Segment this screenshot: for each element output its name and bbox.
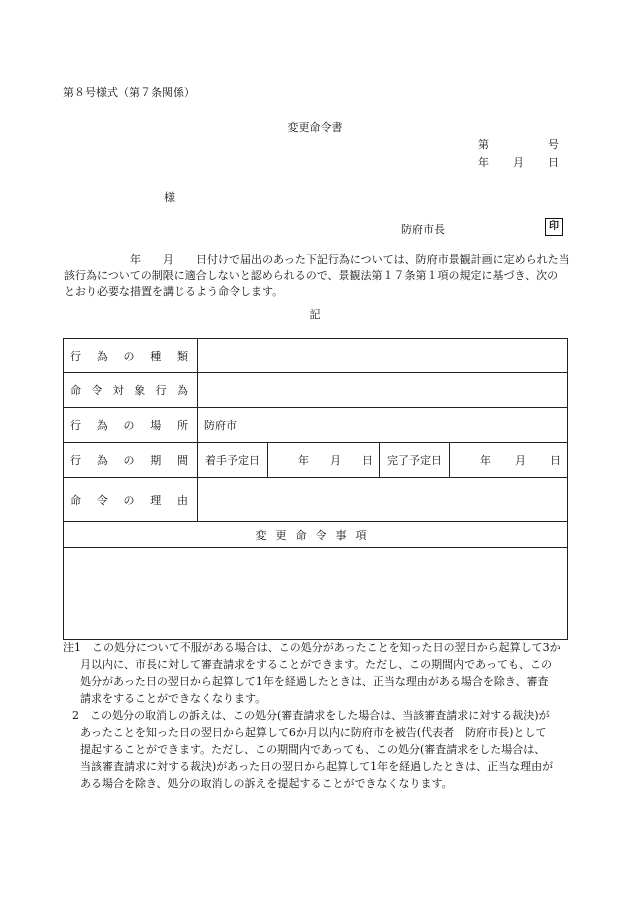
- addressee-honorific: 様: [164, 191, 175, 204]
- change-items-header: 変更命令事項: [64, 522, 568, 548]
- row-label-period: 行 為 の 期 間: [64, 443, 198, 478]
- row-label-action-type: 行 為 の 種 類: [64, 339, 198, 373]
- table-row: [64, 408, 568, 443]
- start-date-field[interactable]: 年 月 日: [268, 443, 380, 478]
- end-date-field[interactable]: 年 月 日: [450, 443, 568, 478]
- change-items-content[interactable]: [64, 548, 568, 640]
- action-type-value[interactable]: [198, 339, 568, 373]
- note-line: 注1 この処分について不服がある場合は、この処分があったことを知った日の翌日から起算して3か: [63, 641, 561, 654]
- document-title: 変更命令書: [287, 121, 343, 134]
- note-line: 処分があった日の翌日から起算して1年を経過したときは、正当な理由がある場合を除き、審査: [80, 675, 549, 688]
- note-line: 当該審査請求に対する裁決)があった日の翌日から起算して1年を経過したときは、正当な理由が: [80, 760, 554, 773]
- row-label-reason: 命 令 の 理 由: [64, 478, 198, 522]
- table-row: [64, 478, 568, 522]
- notes-section: [63, 639, 573, 792]
- note-line: 提起することができます。ただし、この期間内であっても、この処分(審査請求をした場合は、: [80, 743, 546, 756]
- note-line: 請求をすることができなくなります。: [80, 692, 267, 705]
- body-line: とおり必要な措置を講じるよう命令します。: [64, 285, 284, 298]
- document-number-suffix: 号: [548, 138, 559, 151]
- table-row: [64, 373, 568, 408]
- ki-heading: 記: [309, 308, 321, 321]
- row-label-location: 行 為 の 場 所: [64, 408, 198, 443]
- note-line: あったことを知った日の翌日から起算して6か月以内に防府市を被告(代表者 防府市長)として: [80, 726, 547, 739]
- end-date-label: 完了予定日: [380, 443, 450, 478]
- issuer-name: 防府市長: [401, 223, 445, 236]
- table-row: [64, 548, 568, 640]
- seal-mark: 印: [545, 218, 563, 236]
- order-table: [63, 338, 568, 640]
- body-paragraph: [64, 252, 568, 300]
- reason-value[interactable]: [198, 478, 568, 522]
- note-line: ある場合を除き、処分の取消しの訴えを提起することができなくなります。: [80, 777, 453, 790]
- issue-date-month: 月: [513, 156, 524, 169]
- table-row: [64, 522, 568, 548]
- note-line: 2 この処分の取消しの訴えは、この処分(審査請求をした場合は、当該審査請求に対する裁決)が: [72, 709, 550, 722]
- row-label-target-action: 命 令 対 象 行 為: [64, 373, 198, 408]
- body-line: 年 月 日付けで届出のあった下記行為については、防府市景観計画に定められた当: [64, 253, 570, 266]
- table-row: [64, 339, 568, 373]
- location-value[interactable]: 防府市: [198, 408, 568, 443]
- note-line: 月以内に、市長に対して審査請求をすることができます。ただし、この期間内であっても、この: [80, 658, 553, 671]
- target-action-value[interactable]: [198, 373, 568, 408]
- body-line: 該行為についての制限に適合しないと認められるので、景観法第１７条第１項の規定に基づき、次の: [64, 269, 559, 282]
- start-date-label: 着手予定日: [198, 443, 268, 478]
- table-row: [64, 443, 568, 478]
- issue-date-year: 年: [478, 156, 489, 169]
- issue-date-day: 日: [548, 156, 559, 169]
- document-number-label: 第: [478, 138, 489, 151]
- form-number-label: 第８号様式（第７条関係）: [63, 86, 195, 99]
